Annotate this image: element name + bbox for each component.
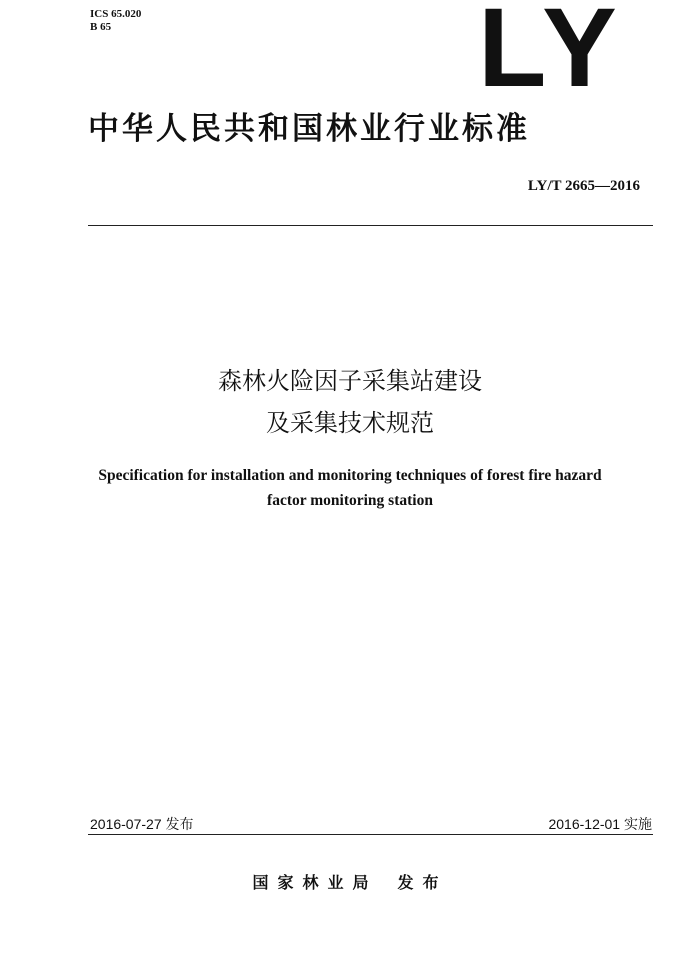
ics-code: ICS 65.020 [90, 8, 142, 20]
classification-codes [90, 8, 141, 34]
chinese-title-line-2: 及采集技术规范 [266, 409, 434, 437]
standard-code: LY/T 2665—2016 [527, 178, 640, 194]
bottom-divider [88, 834, 653, 835]
english-title-line-2: factor monitoring station [267, 492, 433, 509]
implementation-date: 2016-12-01 实施 [548, 816, 652, 832]
chinese-title-line-1: 森林火险因子采集站建设 [218, 367, 482, 395]
top-divider [88, 225, 653, 226]
ccs-code: B 65 [90, 21, 112, 33]
chinese-title [0, 360, 700, 444]
standard-category-title: 中华人民共和国林业行业标准 [88, 111, 530, 147]
issuer-verb: 发布 [397, 873, 448, 892]
english-title [0, 463, 700, 513]
issue-date: 2016-07-27 发布 [90, 816, 194, 832]
issuer-name: 国家林业局 [252, 873, 378, 892]
english-title-line-1: Specification for installation and monitoring techniques of forest fire hazard [98, 467, 602, 484]
ly-logo: LY [478, 0, 623, 110]
issuing-authority [0, 870, 700, 893]
